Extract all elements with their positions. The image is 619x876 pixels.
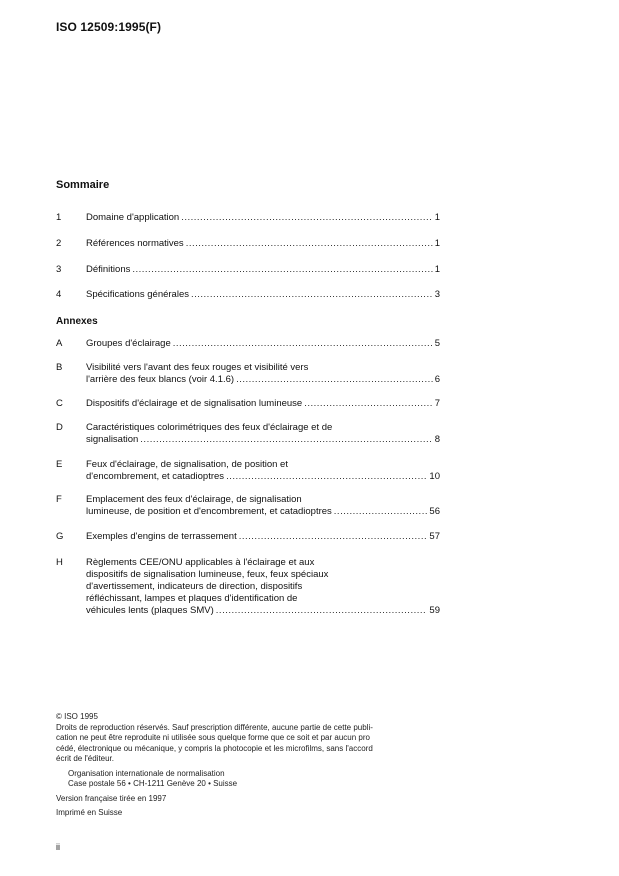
toc-leader-dots bbox=[216, 605, 428, 617]
toc-leader-dots bbox=[173, 338, 433, 350]
toc-page-number: 1 bbox=[434, 264, 440, 275]
printed-note: Imprimé en Suisse bbox=[56, 808, 123, 817]
rights-line: cation ne peut être reproduite ni utilisée sous quelque forme que ce soit et par aucun pro bbox=[56, 733, 370, 742]
toc-entry-text: Visibilité vers l'avant des feux rouges et visibilité vers bbox=[86, 362, 309, 373]
toc-entry-body bbox=[86, 238, 440, 250]
toc-entry-text: Feux d'éclairage, de signalisation, de position et bbox=[86, 459, 288, 470]
toc-entry-body bbox=[86, 398, 440, 410]
toc-entry-text: Groupes d'éclairage bbox=[86, 338, 171, 349]
toc-entry-body bbox=[86, 422, 440, 446]
toc-entry-body bbox=[86, 557, 440, 617]
toc-entry-text: Spécifications générales bbox=[86, 289, 189, 300]
toc-page-number: 56 bbox=[429, 506, 440, 517]
toc-leader-dots bbox=[181, 212, 433, 224]
rights-line: cédé, électronique ou mécanique, y compris la photocopie et les microfilms, sans l'accord bbox=[56, 743, 373, 753]
toc-entry-number: G bbox=[56, 531, 64, 542]
toc-entry-number: A bbox=[56, 338, 63, 349]
annex-heading: Annexes bbox=[56, 316, 98, 327]
publisher-name: Organisation internationale de normalisation bbox=[68, 768, 225, 778]
toc-entry-body bbox=[86, 494, 440, 518]
toc-entry-text: dispositifs de signalisation lumineuse, feux, feux spéciaux bbox=[86, 569, 329, 580]
document-header-title: ISO 12509:1995(F) bbox=[56, 20, 162, 34]
toc-entry-text: Règlements CEE/ONU applicables à l'éclairage et aux bbox=[86, 557, 315, 568]
copyright-footer bbox=[56, 712, 396, 819]
toc-entry-number: 4 bbox=[56, 289, 62, 300]
toc-leader-dots bbox=[334, 506, 428, 518]
page-number: ii bbox=[56, 842, 60, 852]
toc-entry-text: Caractéristiques colorimétriques des feux d'éclairage et de bbox=[86, 422, 333, 433]
toc-entry-text: Définitions bbox=[86, 264, 131, 275]
toc-entry-text: d'encombrement, et catadioptres bbox=[86, 471, 225, 482]
toc-entry-text: véhicules lents (plaques SMV) bbox=[86, 605, 214, 616]
toc-entry-body bbox=[86, 289, 440, 301]
rights-line: écrit de l'éditeur. bbox=[56, 754, 115, 763]
toc-entry-number: C bbox=[56, 398, 63, 409]
toc-title: Sommaire bbox=[56, 179, 110, 191]
toc-page-number: 57 bbox=[429, 531, 440, 542]
toc-entry-number: E bbox=[56, 459, 63, 470]
toc-leader-dots bbox=[304, 398, 432, 410]
toc-entry-body bbox=[86, 264, 440, 276]
toc-page-number: 8 bbox=[434, 434, 440, 445]
toc-leader-dots bbox=[186, 238, 433, 250]
toc-entry-body bbox=[86, 531, 440, 543]
toc-leader-dots bbox=[140, 434, 432, 446]
toc-entry-number: 1 bbox=[56, 212, 62, 223]
toc-page-number: 5 bbox=[434, 338, 440, 349]
toc-entry-text: Références normatives bbox=[86, 238, 184, 249]
toc-entry-text: Exemples d'engins de terrassement bbox=[86, 531, 237, 542]
toc-entry-text: d'avertissement, indicateurs de direction, dispositifs bbox=[86, 581, 303, 592]
toc-page-number: 6 bbox=[434, 374, 440, 385]
toc-entry-body bbox=[86, 362, 440, 386]
toc-entry-text: signalisation bbox=[86, 434, 139, 445]
version-note: Version française tirée en 1997 bbox=[56, 793, 167, 803]
toc-entry-text: Emplacement des feux d'éclairage, de signalisation bbox=[86, 494, 302, 505]
rights-line: Droits de reproduction réservés. Sauf prescription différente, aucune partie de cette publi- bbox=[56, 722, 373, 732]
toc-entry-text: Dispositifs d'éclairage et de signalisation lumineuse bbox=[86, 398, 303, 409]
toc-page-number: 10 bbox=[429, 471, 440, 482]
toc-entry-number: D bbox=[56, 422, 63, 433]
toc-entry-body bbox=[86, 459, 440, 483]
toc-page-number: 7 bbox=[434, 398, 440, 409]
toc-entry-number: 3 bbox=[56, 264, 62, 275]
toc-leader-dots bbox=[236, 374, 433, 386]
copyright-line: © ISO 1995 bbox=[56, 712, 98, 721]
toc-entry-number: F bbox=[56, 494, 62, 505]
publisher-address: Case postale 56 • CH-1211 Genève 20 • Suisse bbox=[68, 779, 238, 788]
toc-entry-text: l'arrière des feux blancs (voir 4.1.6) bbox=[86, 374, 235, 385]
toc-leader-dots bbox=[239, 531, 428, 543]
toc-leader-dots bbox=[191, 289, 433, 301]
toc-page-number: 59 bbox=[429, 605, 440, 616]
toc-page-number: 3 bbox=[434, 289, 440, 300]
toc-entry-text: Domaine d'application bbox=[86, 212, 180, 223]
toc-entry-text: lumineuse, de position et d'encombrement, et catadioptres bbox=[86, 506, 332, 517]
toc-entry-number: B bbox=[56, 362, 63, 373]
toc-leader-dots bbox=[132, 264, 432, 276]
toc-entry-body bbox=[86, 338, 440, 350]
toc-entry-number: H bbox=[56, 557, 63, 568]
toc-page-number: 1 bbox=[434, 238, 440, 249]
toc-entry-number: 2 bbox=[56, 238, 62, 249]
toc-page-number: 1 bbox=[434, 212, 440, 223]
toc-leader-dots bbox=[226, 471, 427, 483]
toc-entry-body bbox=[86, 212, 440, 224]
toc-entry-text: réfléchissant, lampes et plaques d'identification de bbox=[86, 593, 298, 604]
